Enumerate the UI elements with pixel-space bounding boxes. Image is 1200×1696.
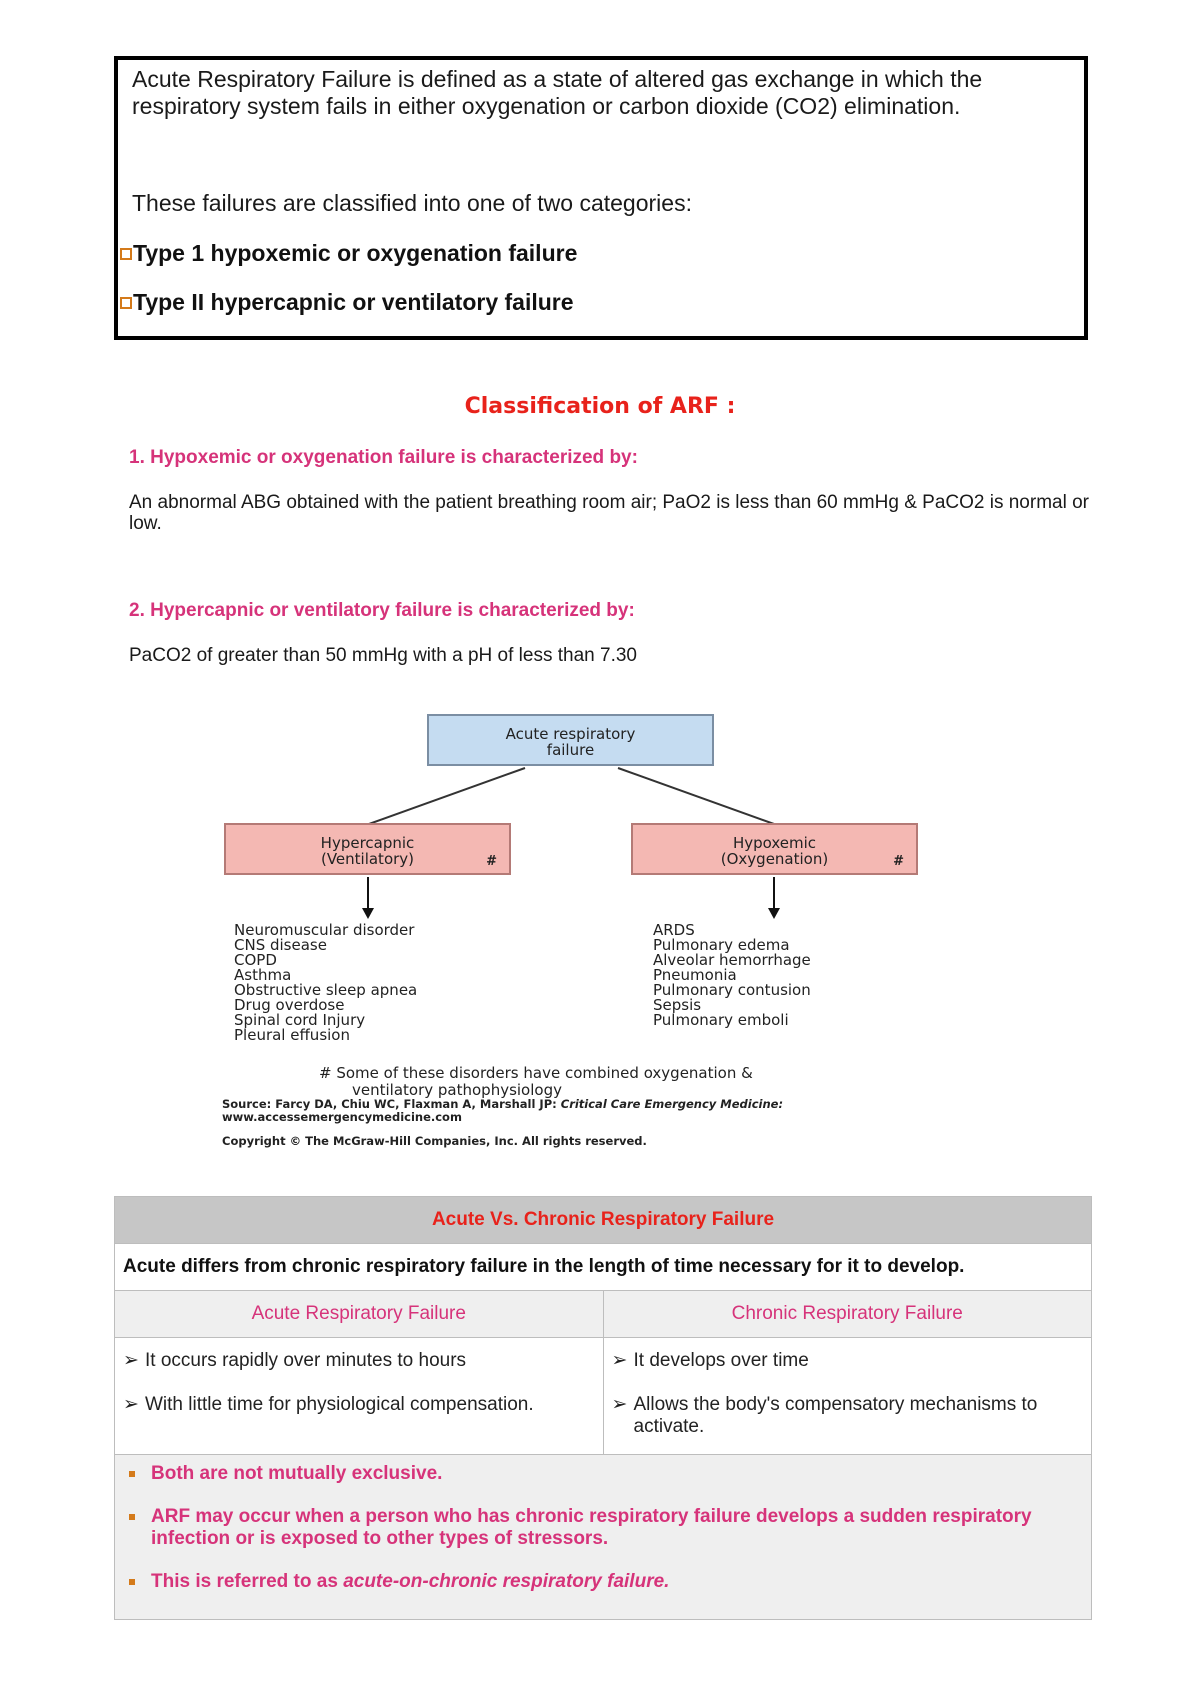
square-bullet-icon — [129, 1471, 135, 1477]
source-url: www.accessemergencymedicine.com — [222, 1110, 462, 1124]
list-item: Neuromuscular disorder — [234, 921, 415, 939]
flowchart-footnote: # Some of these disorders have combined oxygenation & — [319, 1064, 753, 1082]
square-bullet-icon — [129, 1514, 135, 1520]
list-item: Obstructive sleep apnea — [234, 981, 418, 999]
classification-title: Classification of ARF : — [464, 394, 736, 419]
table-notes — [115, 1455, 1092, 1620]
table-row: ➢ It develops over time — [611, 1350, 809, 1371]
hypoxemic-node: Hypoxemic (Oxygenation) # — [631, 823, 918, 875]
acute-points-cell — [115, 1338, 604, 1455]
type-1-item — [120, 240, 577, 267]
list-item: COPD — [234, 951, 277, 969]
arrow-right-head — [768, 908, 780, 919]
checkbox-bullet-icon — [120, 297, 132, 309]
checkbox-bullet-icon — [120, 248, 132, 260]
acute-vs-chronic-table — [114, 1196, 1092, 1620]
acute-on-chronic-term: acute-on-chronic respiratory failure. — [343, 1571, 670, 1592]
hash-mark: # — [486, 854, 497, 869]
arrow-left-head — [362, 908, 374, 919]
connector-left — [369, 768, 525, 824]
copyright-line: Copyright © The McGraw-Hill Companies, Inc. All rights reserved. — [222, 1134, 647, 1148]
type-2-item — [120, 289, 574, 316]
hypoxemic-disorders-list — [653, 923, 811, 1028]
list-item: Pneumonia — [653, 966, 737, 984]
table-intro: Acute differs from chronic respiratory failure in the length of time necessary for it to develop. — [115, 1244, 1092, 1291]
chronic-points-cell — [603, 1338, 1092, 1455]
source-book-title: Critical Care Emergency Medicine: — [560, 1097, 784, 1111]
arrow-bullet-icon: ➢ — [123, 1394, 139, 1415]
list-item: Pleural effusion — [234, 1026, 350, 1044]
hypercapnic-text: PaCO2 of greater than 50 mmHg with a pH of less than 7.30 — [129, 645, 637, 666]
square-bullet-icon — [129, 1579, 135, 1585]
hypercapnic-disorders-list — [234, 923, 417, 1043]
list-item: Spinal cord Injury — [234, 1011, 366, 1029]
list-item: Both are not mutually exclusive. — [125, 1463, 1081, 1485]
hypercapnic-node: Hypercapnic (Ventilatory) # — [224, 823, 511, 875]
root-node: Acute respiratory failure — [427, 714, 714, 766]
connector-right — [618, 768, 774, 824]
hash-mark: # — [893, 854, 904, 869]
arrow-bullet-icon: ➢ — [123, 1350, 139, 1371]
table-row: ➢ It occurs rapidly over minutes to hours — [123, 1350, 467, 1371]
type-2-label: Type II hypercapnic or ventilatory failure — [133, 289, 574, 315]
type-1-label: Type 1 hypoxemic or oxygenation failure — [133, 240, 578, 266]
list-item: ARDS — [653, 921, 695, 939]
table-title: Acute Vs. Chronic Respiratory Failure — [115, 1197, 1092, 1244]
hypercapnic-heading: 2. Hypercapnic or ventilatory failure is characterized by: — [129, 600, 635, 621]
definition-box — [114, 56, 1088, 340]
list-item: Drug overdose — [234, 996, 345, 1014]
hypoxemic-text: An abnormal ABG obtained with the patient breathing room air; PaO2 is less than 60 mmHg & PaCO2 is normal or low. — [129, 492, 1089, 534]
list-item: Pulmonary emboli — [653, 1011, 789, 1029]
list-item: Sepsis — [653, 996, 702, 1014]
categories-intro: These failures are classified into one of two categories: — [132, 190, 692, 216]
definition-text: Acute Respiratory Failure is defined as a state of altered gas exchange in which the respiratory system fails in either oxygenation or carbon dioxide (CO2) elimination. — [132, 66, 983, 119]
hypoxemic-heading: 1. Hypoxemic or oxygenation failure is characterized by: — [129, 447, 638, 468]
list-item: Pulmonary contusion — [653, 981, 811, 999]
list-item: This is referred to as acute-on-chronic respiratory failure. — [125, 1571, 1081, 1593]
table-row: ➢ With little time for physiological compensation. — [123, 1394, 534, 1415]
list-item: CNS disease — [234, 936, 327, 954]
column-header-acute: Acute Respiratory Failure — [115, 1291, 604, 1338]
flowchart-footnote-cont: ventilatory pathophysiology — [352, 1081, 562, 1099]
list-item: Pulmonary edema — [653, 936, 790, 954]
list-item: Asthma — [234, 966, 292, 984]
flowchart-source: Source: Farcy DA, Chiu WC, Flaxman A, Marshall JP: Critical Care Emergency Medicine: — [222, 1097, 784, 1111]
list-item: ARF may occur when a person who has chronic respiratory failure develops a sudden respiratory infection or is exposed to other types of stressors. — [125, 1506, 1081, 1550]
column-header-chronic: Chronic Respiratory Failure — [603, 1291, 1092, 1338]
arrow-bullet-icon: ➢ — [611, 1394, 628, 1415]
list-item: Alveolar hemorrhage — [653, 951, 811, 969]
arrow-bullet-icon: ➢ — [611, 1350, 628, 1371]
table-row: ➢ Allows the body's compensatory mechanisms to activate. — [611, 1394, 1038, 1437]
